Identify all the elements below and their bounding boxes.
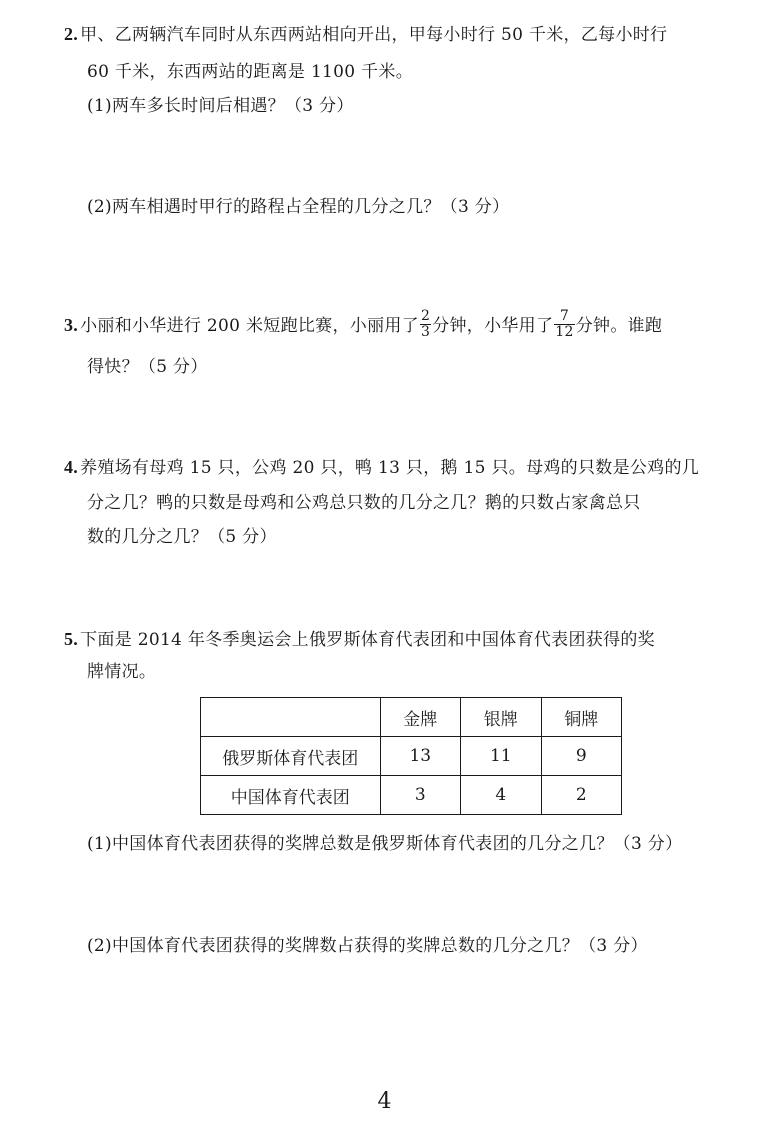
q3-line-1 [64,308,663,342]
q3-line-2: 得快？（5 分） [87,357,208,377]
medal-table-header-row [201,698,622,737]
medal-table-header-blank [201,698,381,737]
medal-table-cell-team: 中国体育代表团 [201,776,381,815]
q5-text-1: 下面是 2014 年冬季奥运会上俄罗斯体育代表团和中国体育代表团获得的奖 [80,630,655,650]
medal-table-cell-silver: 11 [461,737,541,776]
q3-fraction-1 [420,309,431,340]
medal-table-header-gold: 金牌 [380,698,460,737]
medal-table-cell-gold: 3 [380,776,460,815]
q3-fraction-1-numerator: 2 [420,308,431,324]
medal-table-cell-team: 俄罗斯体育代表团 [201,737,381,776]
medal-table-cell-silver: 4 [461,776,541,815]
q2-line-2: 60 千米，东西两站的距离是 1100 千米。 [87,62,414,82]
q3-text-b: 分钟，小华用了 [432,316,554,336]
q2-sub-2: (2)两车相遇时甲行的路程占全程的几分之几？（3 分） [87,197,510,217]
q3-number: 3. [64,315,79,335]
q3-fraction-2-numerator: 7 [554,309,574,325]
q5-line-1 [64,627,655,652]
q2-text-1: 甲、乙两辆汽车同时从东西两站相向开出，甲每小时行 50 千米，乙每小时行 [80,25,668,45]
q2-number: 2. [64,24,79,44]
q5-sub-1: (1)中国体育代表团获得的奖牌总数是俄罗斯体育代表团的几分之几？（3 分） [87,834,683,854]
medal-table-row-russia [201,737,622,776]
q3-fraction-2 [554,309,574,340]
q3-text-a: 小丽和小华进行 200 米短跑比赛，小丽用了 [80,316,419,336]
q5-number: 5. [64,629,79,649]
medal-table-row-china [201,776,622,815]
q3-fraction-2-denominator: 12 [555,324,574,340]
q2-line-1 [64,22,667,47]
medal-table-cell-bronze: 9 [541,737,621,776]
q4-number: 4. [64,457,79,477]
q3-fraction-1-denominator: 3 [420,324,431,340]
q5-sub-2: (2)中国体育代表团获得的奖牌数占获得的奖牌总数的几分之几？（3 分） [87,936,648,956]
q4-text-1: 养殖场有母鸡 15 只，公鸡 20 只，鸭 13 只，鹅 15 只。母鸡的只数是公鸡的几 [80,458,700,478]
medal-table-cell-gold: 13 [380,737,460,776]
q4-line-1 [64,455,699,480]
medal-table-cell-bronze: 2 [541,776,621,815]
medal-table [200,697,622,815]
medal-table-header-silver: 银牌 [461,698,541,737]
q2-sub-1: (1)两车多长时间后相遇？（3 分） [87,96,354,116]
page-number: 4 [377,1089,392,1114]
q4-line-2: 分之几？鸭的只数是母鸡和公鸡总只数的几分之几？鹅的只数占家禽总只 [87,493,641,513]
q5-line-2: 牌情况。 [87,662,157,682]
q3-text-c: 分钟。谁跑 [575,316,663,336]
medal-table-header-bronze: 铜牌 [541,698,621,737]
q4-line-3: 数的几分之几？（5 分） [87,527,277,547]
